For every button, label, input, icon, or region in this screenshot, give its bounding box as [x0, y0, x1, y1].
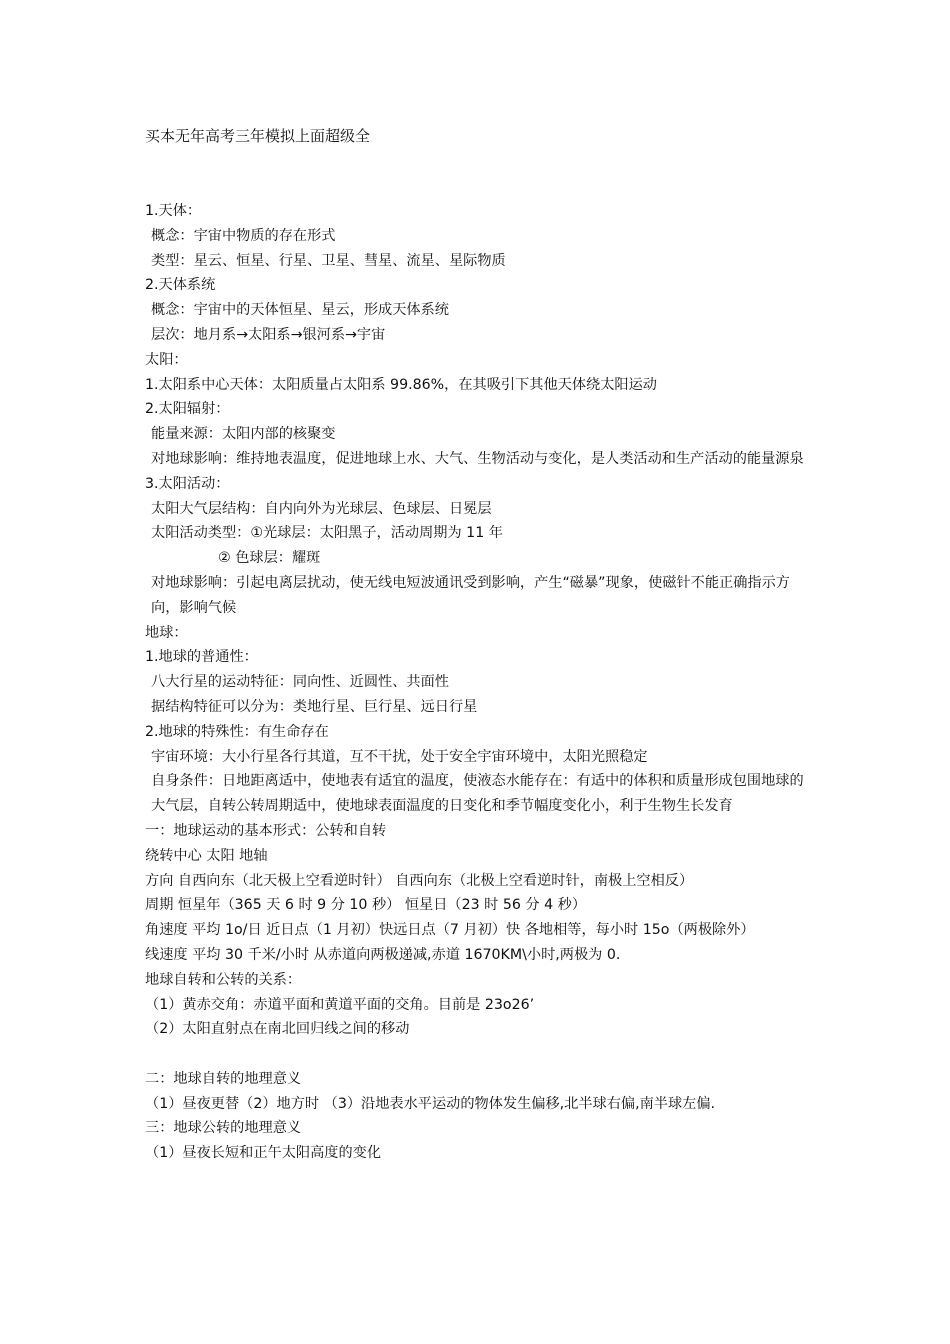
section-heading: 1.地球的普通性： [145, 649, 258, 666]
text-line: 周期 恒星年（365 天 6 时 9 分 10 秒） 恒星日（23 时 56 分 4 秒） [145, 897, 587, 914]
section-heading: 一：地球运动的基本形式：公转和自转 [145, 822, 387, 839]
text-line: （1）昼夜长短和正午太阳高度的变化 [145, 1145, 382, 1162]
text-line: （1）昼夜更替（2）地方时 （3）沿地表水平运动的物体发生偏移,北半球右偏,南半球左偏. [145, 1095, 716, 1112]
text-line: 概念：宇宙中物质的存在形式 [151, 227, 336, 244]
section-heading: 太阳： [145, 351, 188, 368]
text-line: 1.太阳系中心天体：太阳质量占太阳系 99.86%，在其吸引下其他天体绕太阳运动 [145, 376, 657, 393]
text-line: 概念：宇宙中的天体恒星、星云，形成天体系统 [151, 302, 449, 319]
text-line: 太阳活动类型：①光球层：太阳黑子，活动周期为 11 年 [151, 525, 503, 542]
text-line: 线速度 平均 30 千米/小时 从赤道向两极递减,赤道 1670KM\小时,两极为 0. [145, 946, 621, 963]
section-heading: 3.太阳活动： [145, 475, 230, 492]
section-heading: 2.地球的特殊性：有生命存在 [145, 723, 329, 740]
section-heading: 二：地球自转的地理意义 [145, 1070, 302, 1087]
text-line: 太阳大气层结构：自内向外为光球层、色球层、日冕层 [151, 500, 492, 517]
text-line: 八大行星的运动特征：同向性、近圆性、共面性 [151, 674, 449, 691]
section-heading: 地球自转和公转的关系： [145, 971, 302, 988]
text-paragraph: 自身条件：日地距离适中，使地表有适宜的温度，使液态水能存在：有适中的体积和质量形成包围地球的大气层，自转公转周期适中，使地球表面温度的日变化和季节幅度变化小，利于生物生长发育 [151, 773, 804, 815]
section-heading: 2.天体系统 [145, 277, 216, 294]
text-line: 据结构特征可以分为：类地行星、巨行星、远日行星 [151, 698, 478, 715]
text-line: 方向 自西向东（北天极上空看逆时针） 自西向东（北极上空看逆时针，南极上空相反） [145, 872, 694, 889]
blank-line [145, 1042, 813, 1067]
text-line: 能量来源：太阳内部的核聚变 [151, 426, 336, 443]
text-line: 绕转中心 太阳 地轴 [145, 847, 268, 864]
text-paragraph: 对地球影响：维持地表温度，促进地球上水、大气、生物活动与变化，是人类活动和生产活动的能量源泉 [151, 450, 804, 467]
text-line: 角速度 平均 1o/日 近日点（1 月初）快远日点（7 月初）快 各地相等，每小时 15o（两极除外） [145, 922, 755, 939]
text-line: ② 色球层：耀斑 [218, 550, 321, 567]
text-line: （1）黄赤交角：赤道平面和黄道平面的交角。目前是 23o26’ [145, 996, 535, 1013]
section-heading: 2.太阳辐射： [145, 401, 230, 418]
document-body [145, 199, 813, 1166]
text-line: 层次：地月系→太阳系→银河系→宇宙 [151, 326, 386, 343]
text-line: 宇宙环境：大小行星各行其道，互不干扰，处于安全宇宙环境中，太阳光照稳定 [151, 748, 648, 765]
section-heading: 1.天体： [145, 203, 202, 219]
text-line: 类型：星云、恒星、行星、卫星、彗星、流星、星际物质 [151, 252, 506, 269]
section-heading: 三：地球公转的地理意义 [145, 1120, 302, 1137]
text-paragraph: 对地球影响：引起电离层扰动，使无线电短波通讯受到影响，产生“磁暴”现象，使磁针不能正确指示方向，影响气候 [151, 574, 790, 616]
document-title: 买本无年高考三年模拟上面超级全 [145, 127, 371, 145]
text-line: （2）太阳直射点在南北回归线之间的移动 [145, 1021, 410, 1038]
section-heading: 地球： [145, 624, 188, 641]
